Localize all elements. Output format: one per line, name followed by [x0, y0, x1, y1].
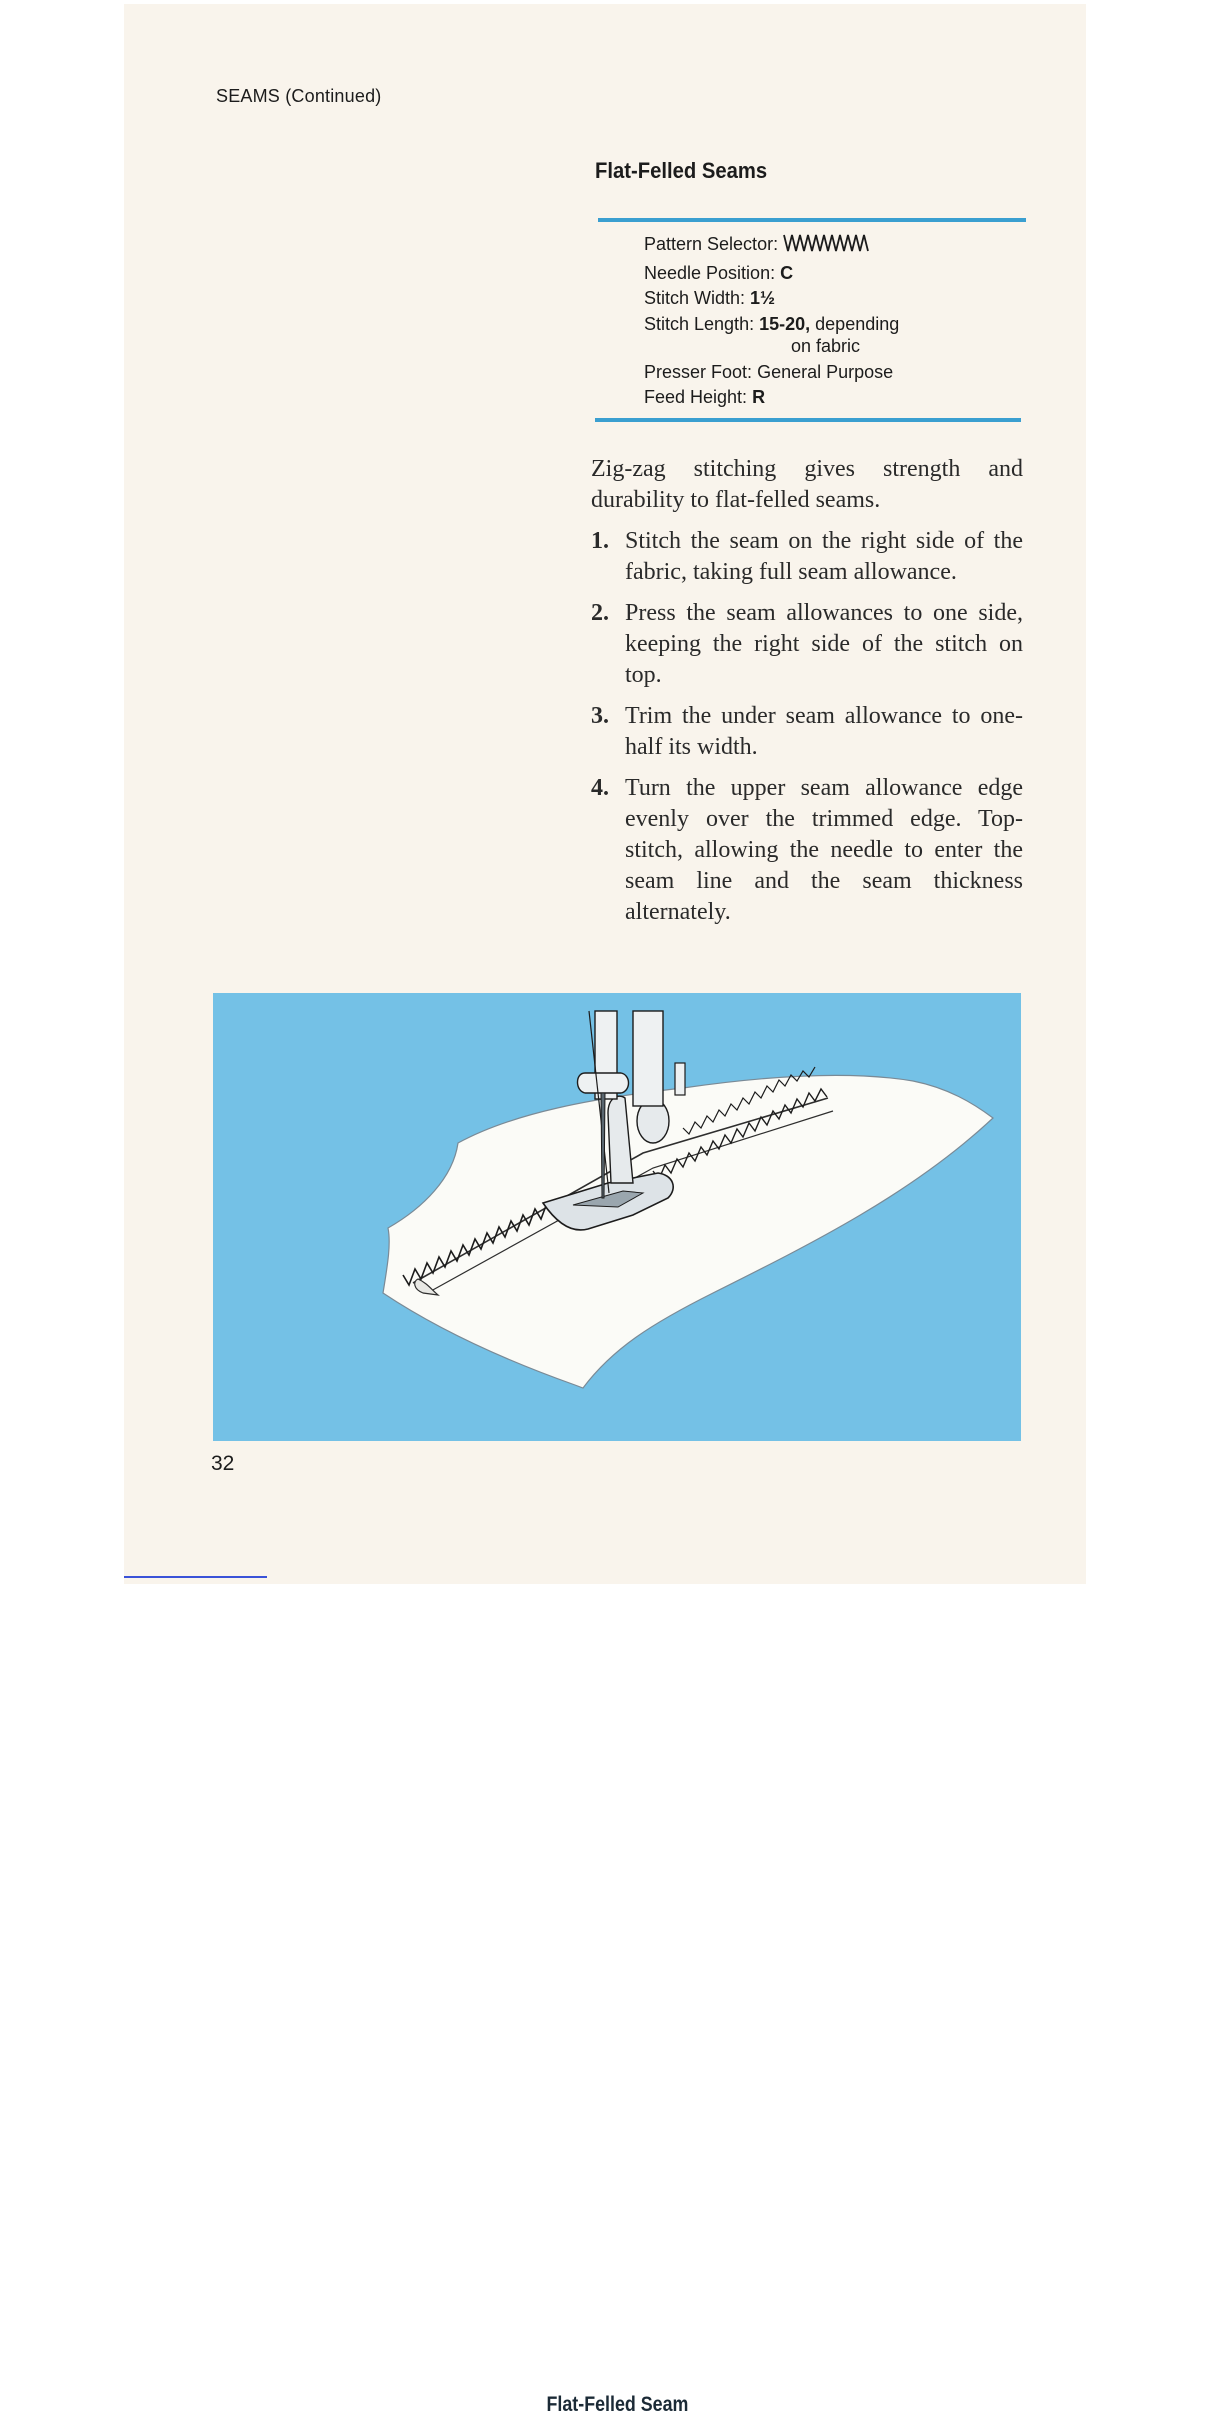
stitch-width-value: 1½	[750, 288, 776, 308]
top-rule	[598, 218, 1026, 222]
step-number: 3.	[591, 703, 609, 729]
step-text: Stitch the seam on the right side of the fabric, taking full seam allowance.	[625, 528, 1023, 585]
figure-caption: Flat-Felled Seam	[546, 2393, 688, 2416]
section-title: Flat-Felled Seams	[595, 158, 768, 183]
stitch-length-label: Stitch Length:	[644, 313, 755, 334]
stitch-width-row	[644, 286, 1014, 312]
step-text: Turn the upper seam allowance edge evenly over the trimmed edge. Top-stitch, allowing the needle to enter the seam line and the seam thickness alternately.	[625, 775, 1023, 925]
fabric-piece	[383, 1075, 993, 1388]
stitch-length-value: 15-20,	[759, 313, 811, 334]
step-text: Trim the under seam allowance to one-half its width.	[625, 703, 1023, 760]
needle-clamp	[578, 1073, 629, 1093]
instructions	[591, 454, 1023, 938]
pattern-selector-label: Pattern Selector:	[644, 234, 779, 254]
stitch-length-note: depending	[815, 313, 900, 334]
pattern-selector-row	[644, 232, 1014, 261]
needle	[601, 1093, 605, 1198]
intro-paragraph: Zig-zag stitching gives strength and durability to flat-felled seams.	[591, 456, 1023, 513]
presser-foot-label: Presser Foot:	[644, 361, 753, 382]
presser-bar	[633, 1011, 663, 1106]
zigzag-stitch-icon	[783, 233, 869, 261]
step-number: 4.	[591, 775, 609, 801]
feed-height-value: R	[752, 387, 766, 407]
step-number: 1.	[591, 528, 609, 554]
steps-list	[591, 526, 1023, 928]
step-item	[591, 598, 1023, 691]
bottom-rule	[595, 418, 1021, 422]
presser-foot-row	[644, 360, 1014, 386]
step-item	[591, 526, 1023, 588]
needle-position-label: Needle Position:	[644, 262, 776, 283]
step-text: Press the seam allowances to one side, keeping the right side of the stitch on top.	[625, 600, 1023, 688]
needle-position-value: C	[780, 262, 794, 283]
stitch-width-label: Stitch Width:	[644, 288, 746, 308]
step-item	[591, 773, 1023, 928]
step-item	[591, 701, 1023, 763]
stitch-length-note-continued: on fabric	[791, 336, 861, 356]
machine-settings	[644, 232, 1014, 411]
presser-foot-value: General Purpose	[757, 361, 894, 382]
page-number: 32	[211, 1452, 235, 1475]
feed-height-label: Feed Height:	[644, 387, 748, 407]
step-number: 2.	[591, 600, 609, 626]
needle-position-row	[644, 261, 1014, 287]
link-underline[interactable]	[124, 1576, 267, 1578]
running-head: SEAMS (Continued)	[216, 86, 382, 106]
feed-height-row	[644, 385, 1014, 411]
sewing-illustration	[213, 993, 1021, 1441]
